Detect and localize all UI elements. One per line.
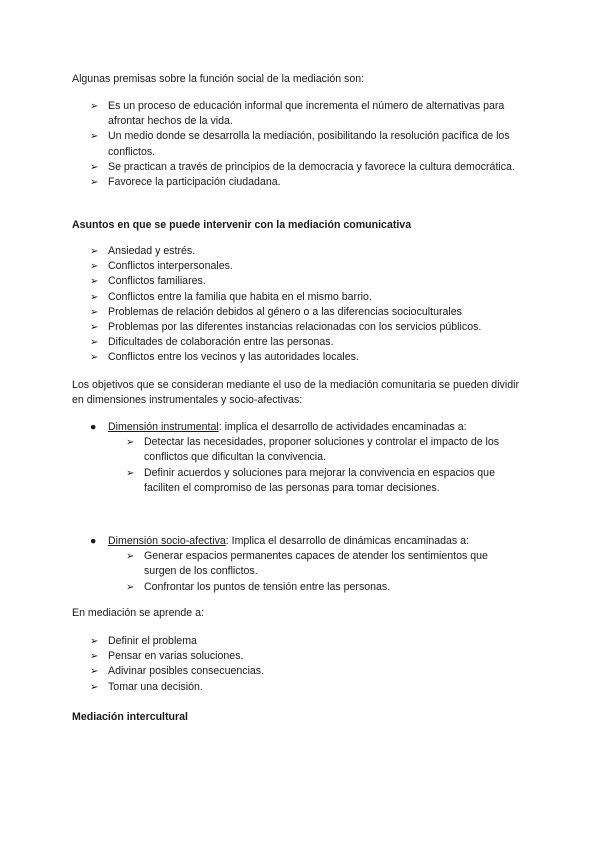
asuntos-heading: Asuntos en que se puede intervenir con la mediación comunicativa: [72, 219, 412, 231]
arrow-bullet-icon: ➢: [90, 681, 99, 693]
list-item: ➢ Conflictos familiares.: [90, 274, 530, 289]
list-item: ➢ Pensar en varias soluciones.: [90, 649, 530, 664]
list-item: ➢ Conflictos interpersonales.: [90, 259, 530, 274]
dimension-desc: : Implica el desarrollo de dinámicas encaminadas a:: [225, 535, 469, 547]
list-item: ➢ Detectar las necesidades, proponer soluciones y controlar el impacto de los conflictos que dificultan la convivencia.: [126, 436, 500, 464]
list-item: ➢ Un medio donde se desarrolla la mediación, posibilitando la resolución pacífica de los conflictos.: [90, 130, 510, 158]
list-item: ➢ Tomar una decisión.: [90, 680, 530, 695]
arrow-bullet-icon: ➢: [126, 551, 135, 563]
arrow-bullet-icon: ➢: [90, 161, 99, 173]
arrow-bullet-icon: ➢: [90, 352, 99, 364]
list-item: ➢ Conflictos entre los vecinos y las autoridades locales.: [90, 350, 530, 365]
bullet-icon: ●: [90, 421, 97, 433]
intercultural-heading: Mediación intercultural: [72, 711, 188, 723]
dimension-name: Dimensión instrumental: [108, 421, 219, 433]
list-item: ➢ Conflictos entre la familia que habita en el mismo barrio.: [90, 290, 530, 305]
intro-paragraph: Algunas premisas sobre la función social de la mediación son:: [72, 73, 365, 85]
list-item: ➢ Problemas por las diferentes instancias relacionadas con los servicios públicos.: [90, 320, 530, 335]
aprende-list: [90, 634, 530, 695]
list-item: ➢ Confrontar los puntos de tensión entre las personas.: [126, 580, 506, 595]
sub-list: [126, 435, 506, 496]
asuntos-list: [90, 244, 530, 366]
list-item: [90, 420, 530, 496]
list-item: ➢ Generar espacios permanentes capaces de atender los sentimientos que surgen de los conflictos.: [126, 550, 488, 578]
list-item: ➢ Se practican a través de principios de la democracia y favorece la cultura democrática.: [90, 160, 530, 175]
arrow-bullet-icon: ➢: [90, 261, 99, 273]
list-item: [90, 534, 530, 595]
arrow-bullet-icon: ➢: [126, 437, 135, 449]
arrow-bullet-icon: ➢: [90, 306, 99, 318]
dimension-instrumental-list: [90, 420, 530, 496]
arrow-bullet-icon: ➢: [90, 246, 99, 257]
list-item: ➢ Definir el problema: [90, 634, 530, 649]
arrow-bullet-icon: ➢: [90, 322, 99, 334]
dimension-desc: : implica el desarrollo de actividades encaminadas a:: [218, 421, 467, 433]
objetivos-paragraph: Los objetivos que se consideran mediante el uso de la mediación comunitaria se pueden dividir en dimensiones instrumentales y socio-afectivas:: [72, 379, 519, 407]
arrow-bullet-icon: ➢: [90, 651, 99, 663]
arrow-bullet-icon: ➢: [90, 337, 99, 349]
list-item: ➢ Problemas de relación debidos al género o a las diferencias socioculturales: [90, 305, 530, 320]
arrow-bullet-icon: ➢: [90, 636, 99, 647]
arrow-bullet-icon: ➢: [90, 131, 99, 143]
sub-list: [126, 549, 506, 595]
list-item: ➢ Es un proceso de educación informal que incrementa el número de alternativas para afrontar hechos de la vida.: [90, 100, 505, 128]
arrow-bullet-icon: ➢: [90, 276, 99, 288]
arrow-bullet-icon: ➢: [90, 666, 99, 678]
bullet-icon: ●: [90, 535, 97, 547]
arrow-bullet-icon: ➢: [126, 581, 135, 593]
premisas-list: [90, 99, 530, 190]
list-item: ➢ Adivinar posibles consecuencias.: [90, 664, 530, 679]
arrow-bullet-icon: ➢: [126, 467, 135, 479]
arrow-bullet-icon: ➢: [90, 291, 99, 303]
list-item: ➢ Ansiedad y estrés.: [90, 244, 530, 259]
dimension-socio-afectiva-list: [90, 534, 530, 595]
arrow-bullet-icon: ➢: [90, 177, 99, 189]
aprende-paragraph: En mediación se aprende a:: [72, 607, 204, 619]
list-item: ➢ Dificultades de colaboración entre las personas.: [90, 335, 530, 350]
arrow-bullet-icon: ➢: [90, 101, 99, 112]
list-item: ➢ Definir acuerdos y soluciones para mejorar la convivencia en espacios que faciliten el compromiso de las personas para tomar decisiones.: [126, 466, 495, 494]
list-item: ➢ Favorece la participación ciudadana.: [90, 175, 530, 190]
dimension-name: Dimensión socio-afectiva: [108, 535, 226, 547]
